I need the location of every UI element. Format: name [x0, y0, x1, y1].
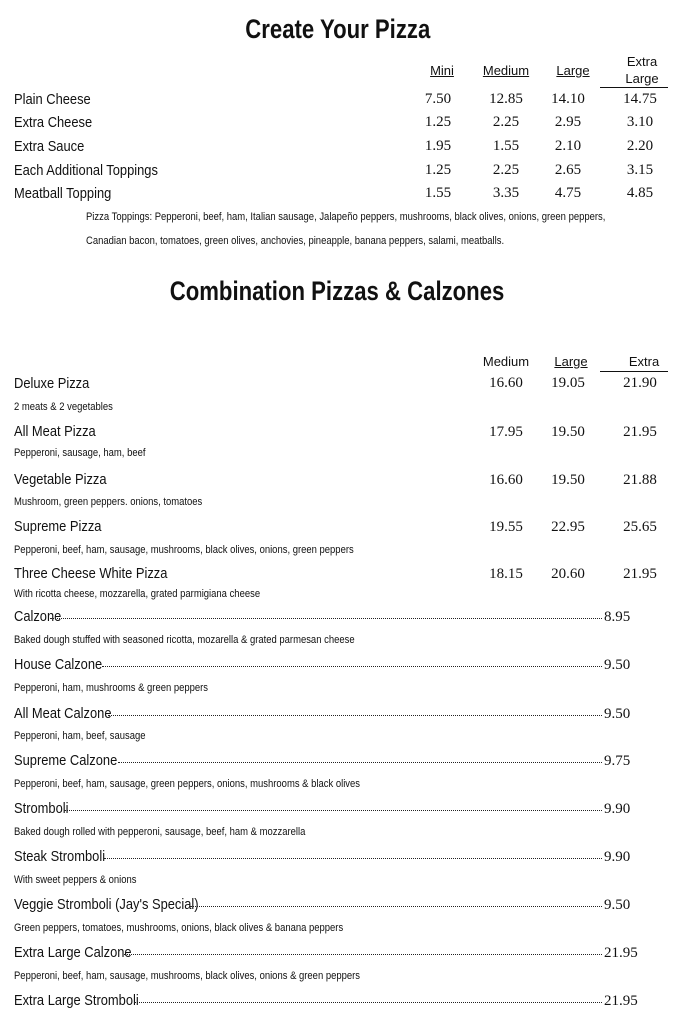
- item-desc: Baked dough stuffed with seasoned ricotta, mozarella & grated parmesan cheese: [14, 634, 355, 646]
- price-mini: 7.50: [424, 91, 452, 107]
- price-large: 19.50: [551, 472, 585, 488]
- row-label: Each Additional Toppings: [14, 162, 158, 179]
- item-label: All Meat Calzone: [14, 705, 112, 722]
- price-large: 2.65: [554, 162, 582, 178]
- row-label: Meatball Topping: [14, 185, 112, 202]
- item-price: 21.95: [604, 945, 638, 961]
- dot-leader: [118, 761, 602, 763]
- col-header-large: Large: [556, 63, 590, 78]
- item-desc: Pepperoni, beef, ham, sausage, mushrooms, black olives, onions & green peppers: [14, 970, 361, 982]
- dot-leader: [108, 714, 602, 716]
- price-medium: 12.85: [489, 91, 523, 107]
- dot-leader: [190, 905, 602, 907]
- item-label: Calzone: [14, 608, 62, 625]
- pizza-desc: Mushroom, green peppers. onions, tomatoes: [14, 496, 203, 508]
- item-desc: Pepperoni, beef, ham, sausage, green peppers, onions, mushrooms & black olives: [14, 778, 361, 790]
- price-medium: 18.15: [489, 566, 523, 582]
- combo-col-header-extra: Extra: [628, 354, 660, 369]
- col-header-extra: Extra: [626, 54, 658, 69]
- header-underline: [600, 87, 668, 88]
- pizza-desc: Pepperoni, sausage, ham, beef: [14, 447, 146, 459]
- item-price: 9.50: [604, 897, 631, 913]
- toppings-note: [86, 205, 675, 253]
- item-label: Extra Large Calzone: [14, 944, 132, 961]
- toppings-line-2: Canadian bacon, tomatoes, green olives, anchovies, pineapple, banana peppers, salami, meatballs.: [86, 235, 505, 247]
- price-medium: 2.25: [492, 114, 520, 130]
- item-price: 21.95: [604, 993, 638, 1009]
- item-desc: With sweet peppers & onions: [14, 874, 137, 886]
- dot-leader: [102, 665, 602, 667]
- combo-title: Combination Pizzas & Calzones: [170, 276, 505, 306]
- pizza-desc: Pepperoni, beef, ham, sausage, mushrooms, black olives, onions, green peppers: [14, 544, 354, 556]
- price-xl: 14.75: [623, 91, 657, 107]
- price-mini: 1.55: [424, 185, 452, 201]
- price-mini: 1.25: [424, 162, 452, 178]
- item-price: 9.90: [604, 801, 631, 817]
- dot-leader: [134, 1001, 602, 1003]
- col-header-large2: Large: [625, 71, 659, 86]
- pizza-desc: With ricotta cheese, mozzarella, grated parmigiana cheese: [14, 588, 261, 600]
- item-price: 8.95: [604, 609, 631, 625]
- price-xl: 3.15: [626, 162, 654, 178]
- price-xl: 2.20: [626, 138, 654, 154]
- price-medium: 2.25: [492, 162, 520, 178]
- price-xl: 4.85: [626, 185, 654, 201]
- price-large: 14.10: [551, 91, 585, 107]
- price-large: 22.95: [551, 519, 585, 535]
- item-desc: Baked dough rolled with pepperoni, sausage, beef, ham & mozzarella: [14, 826, 306, 838]
- price-medium: 16.60: [489, 472, 523, 488]
- toppings-line-1: Pizza Toppings: Pepperoni, beef, ham, Italian sausage, Jalapeño peppers, mushrooms, black olives, onions, green peppers,: [86, 211, 606, 223]
- price-large: 2.95: [554, 114, 582, 130]
- item-label: House Calzone: [14, 656, 103, 673]
- price-medium: 1.55: [492, 138, 520, 154]
- pizza-label: Supreme Pizza: [14, 518, 102, 535]
- col-header-mini: Mini: [430, 63, 454, 78]
- item-label: Veggie Stromboli (Jay's Special): [14, 896, 199, 913]
- row-label: Extra Cheese: [14, 114, 93, 131]
- item-price: 9.75: [604, 753, 631, 769]
- combo-col-header-large: Large: [554, 354, 588, 369]
- row-label: Extra Sauce: [14, 138, 85, 155]
- price-large: 19.50: [551, 424, 585, 440]
- item-label: Extra Large Stromboli: [14, 992, 139, 1009]
- price-large: 20.60: [551, 566, 585, 582]
- price-extra: 21.95: [623, 424, 657, 440]
- item-price: 9.50: [604, 657, 631, 673]
- pizza-label: Deluxe Pizza: [14, 375, 90, 392]
- price-extra: 21.90: [623, 375, 657, 391]
- item-desc: Green peppers, tomatoes, mushrooms, onions, black olives & banana peppers: [14, 922, 344, 934]
- combo-header-underline: [600, 371, 668, 372]
- row-label: Plain Cheese: [14, 91, 91, 108]
- price-medium: 19.55: [489, 519, 523, 535]
- price-large: 19.05: [551, 375, 585, 391]
- dot-leader: [50, 617, 602, 619]
- dot-leader: [64, 809, 602, 811]
- pizza-desc: 2 meats & 2 vegetables: [14, 401, 113, 413]
- price-extra: 21.95: [623, 566, 657, 582]
- price-medium: 3.35: [492, 185, 520, 201]
- combo-col-header-medium: Medium: [482, 354, 530, 369]
- price-xl: 3.10: [626, 114, 654, 130]
- pizza-label: Three Cheese White Pizza: [14, 565, 168, 582]
- create-pizza-title: Create Your Pizza: [245, 14, 430, 44]
- item-desc: Pepperoni, ham, beef, sausage: [14, 730, 146, 742]
- dot-leader: [124, 953, 602, 955]
- dot-leader: [104, 857, 602, 859]
- price-large: 2.10: [554, 138, 582, 154]
- col-header-medium: Medium: [482, 63, 530, 78]
- price-extra: 21.88: [623, 472, 657, 488]
- price-large: 4.75: [554, 185, 582, 201]
- item-price: 9.90: [604, 849, 631, 865]
- pizza-label: Vegetable Pizza: [14, 471, 107, 488]
- pizza-label: All Meat Pizza: [14, 423, 96, 440]
- item-label: Steak Stromboli: [14, 848, 106, 865]
- price-mini: 1.25: [424, 114, 452, 130]
- item-desc: Pepperoni, ham, mushrooms & green peppers: [14, 682, 209, 694]
- price-medium: 17.95: [489, 424, 523, 440]
- item-label: Supreme Calzone: [14, 752, 118, 769]
- price-medium: 16.60: [489, 375, 523, 391]
- price-extra: 25.65: [623, 519, 657, 535]
- item-label: Stromboli: [14, 800, 69, 817]
- item-price: 9.50: [604, 706, 631, 722]
- price-mini: 1.95: [424, 138, 452, 154]
